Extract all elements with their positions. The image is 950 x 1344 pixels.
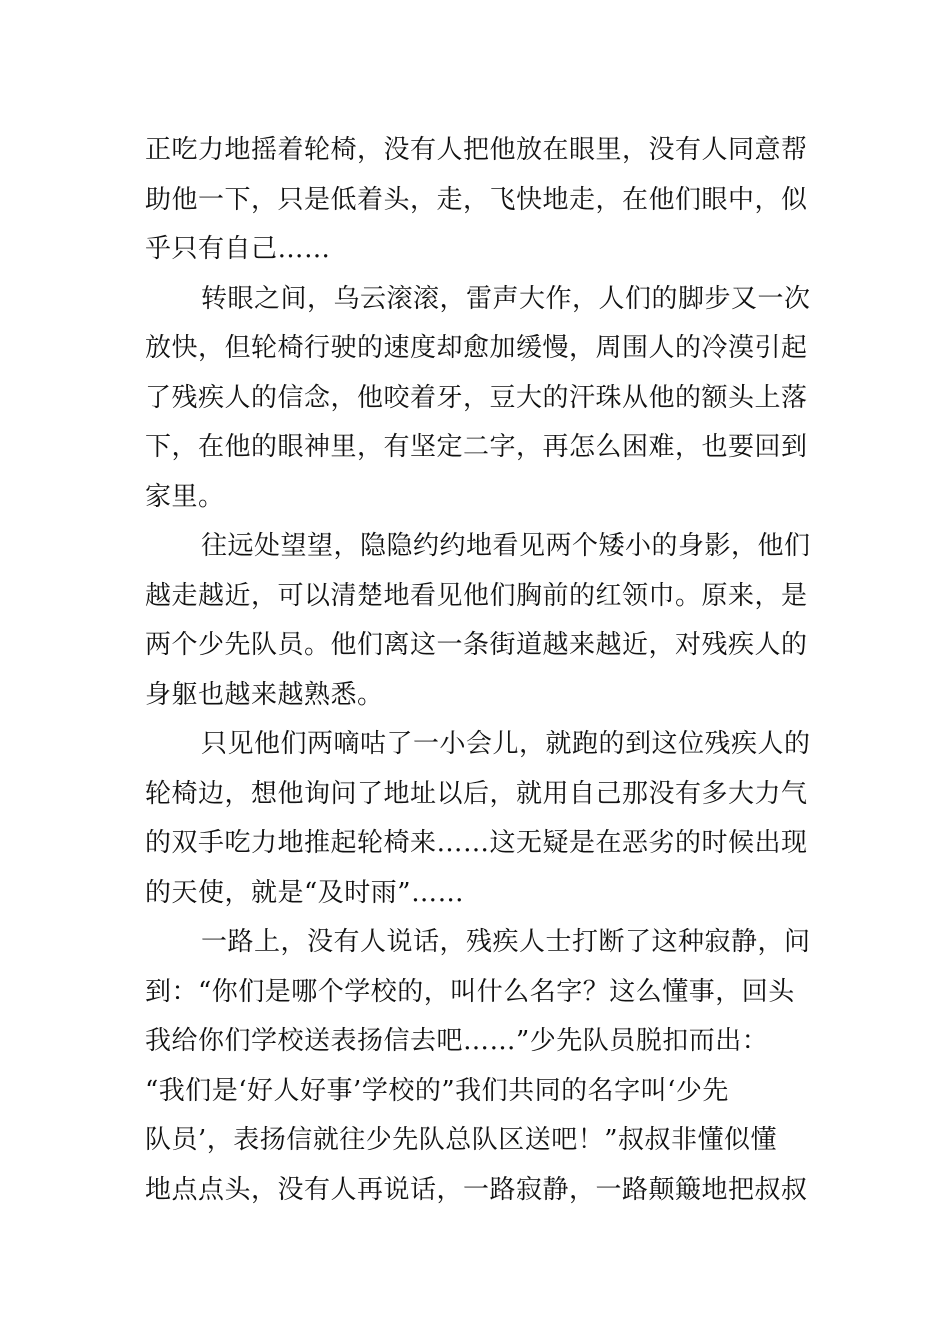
paragraph-first-line: 往远处望望，隐隐约约地看见两个矮小的身影，他们 <box>201 531 811 561</box>
text-line: 身躯也越来越熟悉。 <box>145 679 384 710</box>
text-line: 到：“你们是哪个学校的，叫什么名字？这么懂事，回头 <box>145 976 795 1007</box>
text-line: 乎只有自己…… <box>145 234 331 264</box>
paragraph-first-line: 只见他们两嘀咕了一小会儿，就跑的到这位残疾人的 <box>201 729 811 759</box>
text-line: “我们是‘好人好事’学校的”我们共同的名字叫‘少先 <box>145 1075 729 1106</box>
text-line: 的天使，就是“及时雨”…… <box>145 877 465 908</box>
text-line: 队员’，表扬信就往少先队总队区送吧！”叔叔非懂似懂 <box>145 1125 778 1155</box>
text-line: 地点点头，没有人再说话，一路寂静，一路颠簸地把叔叔 <box>145 1174 808 1205</box>
text-line: 家里。 <box>145 481 225 512</box>
paragraph-first-line: 转眼之间，乌云滚滚，雷声大作，人们的脚步又一次 <box>201 283 811 314</box>
text-line: 了残疾人的信念，他咬着牙，豆大的汗珠从他的额头上落 <box>145 382 808 413</box>
text-line: 正吃力地摇着轮椅，没有人把他放在眼里，没有人同意帮 <box>145 135 808 165</box>
text-line: 我给你们学校送表扬信去吧……”少先队员脱扣而出： <box>145 1026 769 1056</box>
text-line: 越走越近，可以清楚地看见他们胸前的红领巾。原来，是 <box>145 580 808 611</box>
text-line: 放快，但轮椅行驶的速度却愈加缓慢，周围人的冷漠引起 <box>145 333 808 363</box>
text-line: 两个少先队员。他们离这一条街道越来越近，对残疾人的 <box>145 630 808 660</box>
paragraph-first-line: 一路上，没有人说话，残疾人士打断了这种寂静，问 <box>201 927 811 957</box>
body-text <box>145 126 810 1215</box>
text-line: 的双手吃力地推起轮椅来……这无疑是在恶劣的时候出现 <box>145 828 808 858</box>
text-line: 轮椅边，想他询问了地址以后，就用自己那没有多大力气 <box>145 778 808 809</box>
text-line: 下，在他的眼神里，有坚定二字，再怎么困难，也要回到 <box>145 432 808 462</box>
text-line: 助他一下，只是低着头，走，飞快地走，在他们眼中，似 <box>145 184 808 215</box>
